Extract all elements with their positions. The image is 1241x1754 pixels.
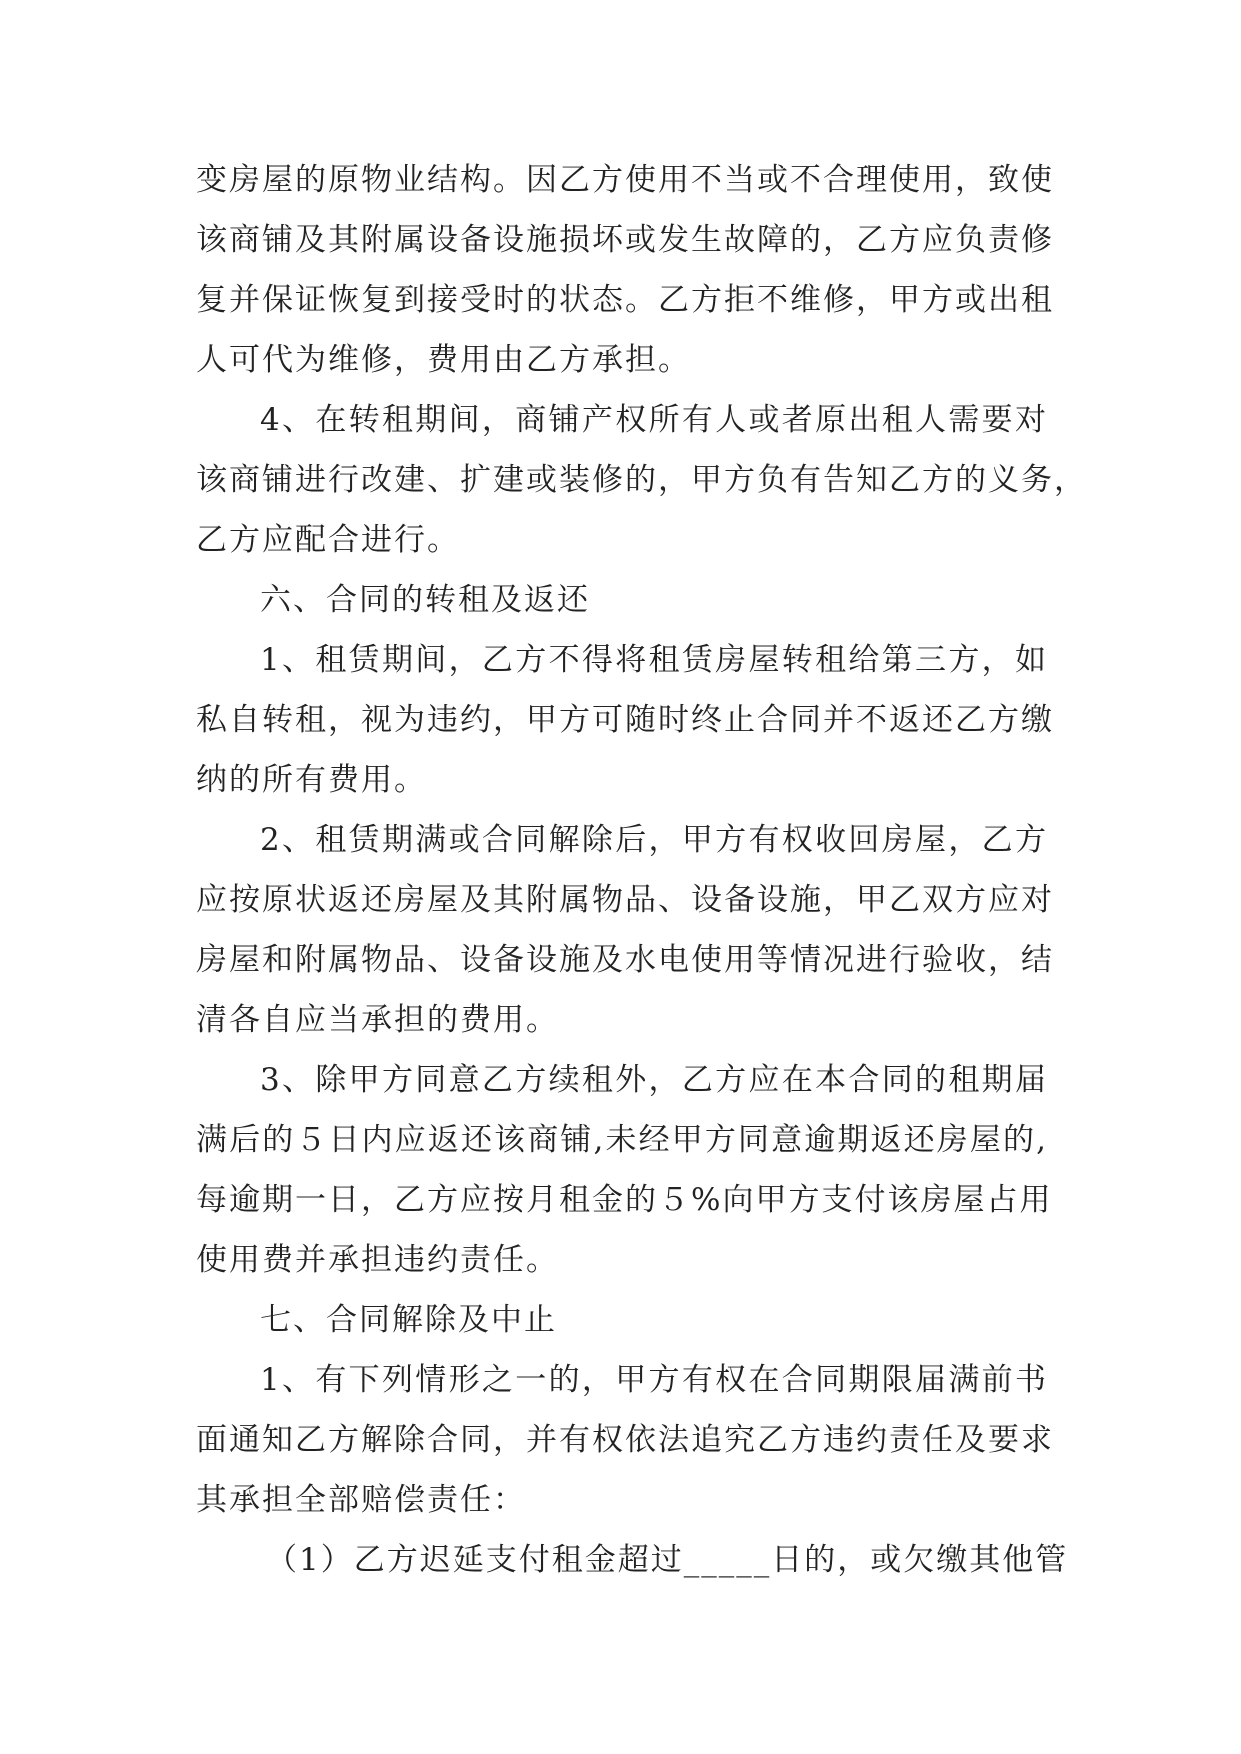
paragraph-continued (196, 150, 1054, 390)
text-line: 房屋和附属物品、设备设施及水电使用等情况进行验收，结 (196, 942, 1054, 978)
paragraph-6-1 (196, 630, 1054, 810)
document-page (196, 150, 1087, 1590)
section-heading-7 (196, 1290, 1048, 1350)
text-line: 满后的５日内应返还该商铺,未经甲方同意逾期返还房屋的, (196, 1122, 1048, 1158)
section-heading-text: 六、合同的转租及返还 (260, 582, 590, 618)
text-line: 面通知乙方解除合同，并有权依法追究乙方违约责任及要求 (196, 1422, 1054, 1458)
paragraph-7-1 (196, 1350, 1054, 1530)
paragraph-clause-4 (196, 390, 1087, 570)
text-line: 1、租赁期间，乙方不得将租赁房屋转租给第三方，如 (260, 642, 1048, 678)
text-line: 变房屋的原物业结构。因乙方使用不当或不合理使用，致使 (196, 162, 1054, 198)
text-line: 清各自应当承担的费用。 (196, 1002, 559, 1038)
text-line: 该商铺进行改建、扩建或装修的，甲方负有告知乙方的义务， (196, 462, 1087, 498)
text-line: 使用费并承担违约责任。 (196, 1242, 559, 1278)
text-line: （1）乙方迟延支付租金超过_____日的，或欠缴其他管 (266, 1542, 1069, 1578)
text-line: 应按原状返还房屋及其附属物品、设备设施，甲乙双方应对 (196, 882, 1054, 918)
section-heading-text: 七、合同解除及中止 (260, 1302, 557, 1338)
text-line: 其承担全部赔偿责任： (196, 1482, 526, 1518)
text-line: 复并保证恢复到接受时的状态。乙方拒不维修，甲方或出租 (196, 282, 1054, 318)
paragraph-7-1-1 (196, 1530, 1069, 1590)
text-line: 私自转租，视为违约，甲方可随时终止合同并不返还乙方缴 (196, 702, 1054, 738)
text-line: 4、在转租期间，商铺产权所有人或者原出租人需要对 (260, 402, 1048, 438)
text-line: 1、有下列情形之一的，甲方有权在合同期限届满前书 (260, 1362, 1048, 1398)
text-line: 2、租赁期满或合同解除后，甲方有权收回房屋，乙方 (260, 822, 1048, 858)
paragraph-6-2 (196, 810, 1054, 1050)
text-line: 3、除甲方同意乙方续租外，乙方应在本合同的租期届 (260, 1062, 1048, 1098)
paragraph-6-3 (196, 1050, 1053, 1290)
text-line: 人可代为维修，费用由乙方承担。 (196, 342, 691, 378)
section-heading-6 (196, 570, 1048, 630)
text-line: 该商铺及其附属设备设施损坏或发生故障的，乙方应负责修 (196, 222, 1054, 258)
text-line: 纳的所有费用。 (196, 762, 427, 798)
text-line: 每逾期一日，乙方应按月租金的５%向甲方支付该房屋占用 (196, 1182, 1053, 1218)
text-line: 乙方应配合进行。 (196, 522, 460, 558)
